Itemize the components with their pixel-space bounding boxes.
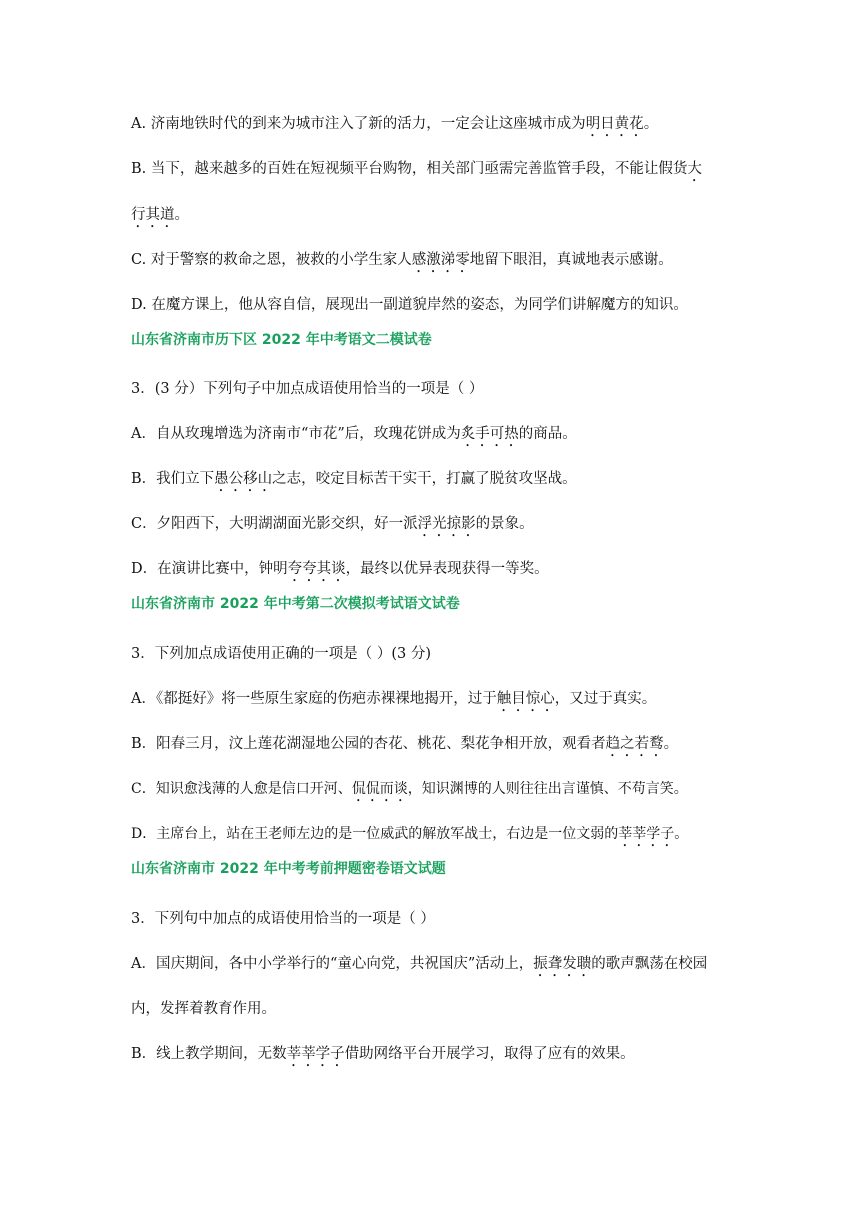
section-heading: 山东省济南市 2022 年中考第二次模拟考试语文试卷 — [131, 596, 460, 612]
option-text: C．知识愈浅薄的人愈是信口开河、 — [131, 781, 352, 797]
option-text: D. 在魔方课上，他从容自信，展现出一副道貌岸然的姿态，为同学们讲解魔方的知识。 — [131, 297, 688, 313]
dotted-idiom: 感激涕零 — [411, 252, 470, 268]
option-c — [131, 250, 673, 276]
section-heading: 山东省济南市历下区 2022 年中考语文二模试卷 — [131, 332, 432, 348]
option-text: D．主席台上，站在王老师左边的是一位威武的解放军战士，右边是一位文弱的 — [131, 826, 619, 842]
option-text: B. 当下，越来越多的百姓在短视频平台购物，相关部门亟需完善监管手段，不能让假货 — [131, 161, 688, 177]
option-d — [131, 824, 688, 850]
dotted-idiom: 大 — [687, 161, 702, 177]
option-c — [131, 514, 534, 540]
option-b — [131, 159, 702, 185]
option-text: C．夕阳西下，大明湖湖面光影交织，好一派 — [131, 516, 418, 532]
dotted-idiom: 夸夸其谈 — [287, 561, 346, 577]
option-text: A．自从玫瑰增选为济南市“市花”后，玫瑰花饼成为 — [131, 426, 461, 442]
question: 3．(3 分）下列句子中加点成语使用恰当的一项是（ ） — [131, 381, 484, 397]
option-d — [131, 559, 549, 585]
option-text: C. 对于警察的救命之恩，被救的小学生家人 — [131, 252, 412, 268]
option-a — [131, 689, 656, 715]
option-b — [131, 734, 678, 760]
option-text: 借助网络平台开展学习，取得了应有的效果。 — [344, 1046, 635, 1062]
dotted-idiom: 愚公移山 — [214, 471, 273, 487]
option-text: 。 — [674, 826, 689, 842]
option-text: B．我们立下 — [131, 471, 215, 487]
option-text: A．国庆期间，各中小学举行的“童心向党，共祝国庆”活动上， — [131, 956, 534, 972]
option-text: 内，发挥着教育作用。 — [131, 1001, 276, 1017]
option-text: 的商品。 — [518, 426, 577, 442]
option-text: 的景象。 — [475, 516, 534, 532]
option-text: A．《都挺好》将一些原生家庭的伤疤赤裸裸地揭开，过于 — [131, 691, 497, 707]
option-text: 的歌声飘荡在校园 — [591, 956, 708, 972]
option-text: ，知识渊博的人则往往出言谨慎、不苟言笑。 — [407, 781, 688, 797]
dotted-idiom: 浮光掠影 — [417, 516, 476, 532]
option-text: A. 济南地铁时代的到来为城市注入了新的活力，一定会让这座城市成为 — [131, 116, 586, 132]
dotted-idiom: 炙手可热 — [460, 426, 519, 442]
dotted-idiom: 行其道 — [131, 207, 175, 223]
option-text: 。 — [174, 207, 189, 223]
option-c — [131, 779, 688, 805]
dotted-idiom: 莘莘学子 — [286, 1046, 345, 1062]
option-a — [131, 114, 658, 140]
option-text: 之志，咬定目标苦干实干，打赢了脱贫攻坚战。 — [272, 471, 577, 487]
option-a — [131, 954, 707, 980]
question: 3．下列句中加点的成语使用恰当的一项是（ ） — [131, 911, 435, 927]
option-text: 地留下眼泪，真诚地表示感谢。 — [469, 252, 673, 268]
dotted-idiom: 明日黄花 — [585, 116, 644, 132]
option-text: B．线上教学期间，无数 — [131, 1046, 287, 1062]
option-text: ，又过于真实。 — [554, 691, 657, 707]
option-text: 。 — [663, 736, 679, 752]
option-text: ，最终以优异表现获得一等奖。 — [345, 561, 549, 577]
dotted-idiom: 趋之若鹜 — [605, 736, 664, 752]
option-text: D．在演讲比赛中，钟明 — [131, 561, 288, 577]
question: 3．下列加点成语使用正确的一项是（ ）(3 分) — [131, 646, 431, 662]
option-d — [131, 295, 688, 315]
option-text: B．阳春三月，汶上莲花湖湿地公园的杏花、桃花、梨花争相开放，观看者 — [131, 736, 606, 752]
dotted-idiom: 莘莘学子 — [618, 826, 675, 842]
option-b — [131, 1044, 635, 1070]
dotted-idiom: 振聋发聩 — [533, 956, 592, 972]
option-text: 。 — [643, 116, 659, 132]
option-a — [131, 424, 577, 450]
option-a-continued — [131, 999, 276, 1019]
option-b-continued — [131, 205, 189, 231]
section-heading: 山东省济南市 2022 年中考考前押题密卷语文试题 — [131, 861, 446, 877]
dotted-idiom: 触目惊心 — [496, 691, 555, 707]
option-b — [131, 469, 577, 495]
dotted-idiom: 侃侃而谈 — [351, 781, 408, 797]
